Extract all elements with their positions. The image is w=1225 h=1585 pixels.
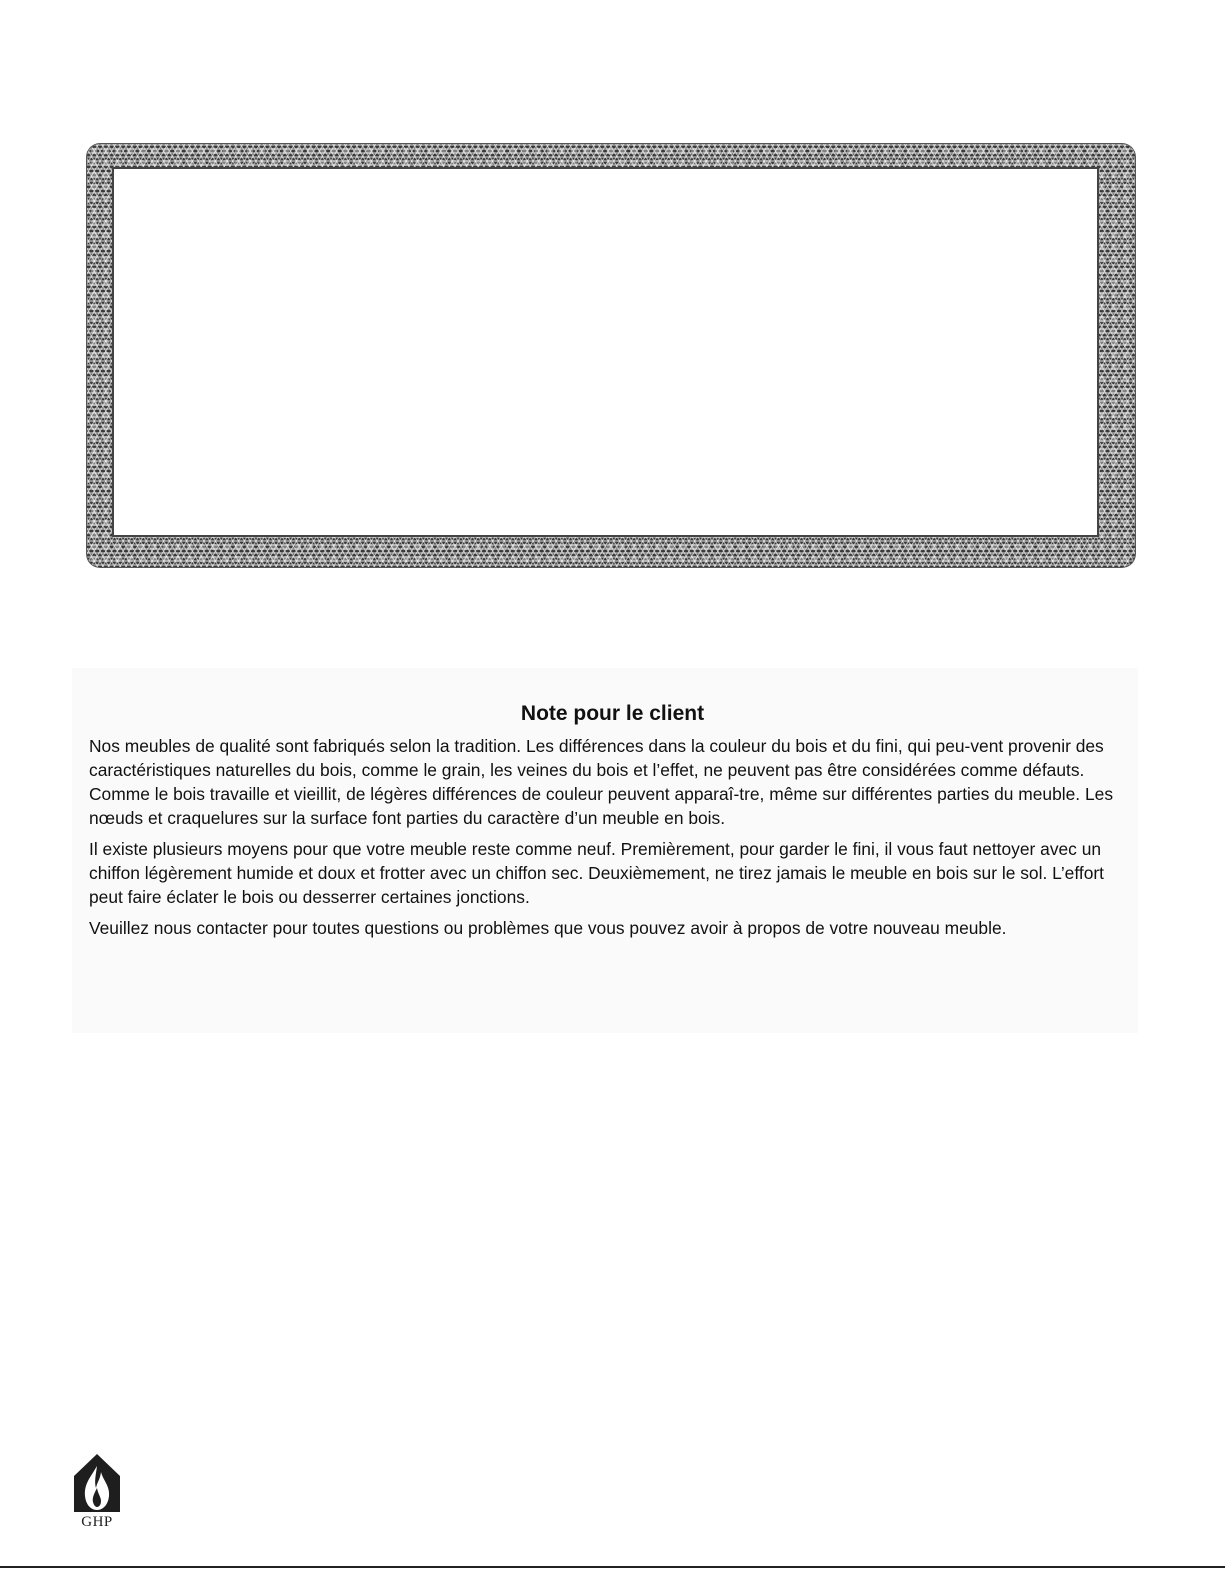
note-paragraph-3: Veuillez nous contacter pour toutes questions ou problèmes que vous pouvez avoir à propos de votre nouveau meuble.	[89, 918, 1007, 938]
note-title: Note pour le client	[520, 702, 705, 725]
note-paragraph-2: Il existe plusieurs moyens pour que votre meuble reste comme neuf. Premièrement, pour garder le fini, il vous faut nettoyer avec un chiffon légèrement humide et doux et frotter avec un chiffon sec. Deuxièmement, ne tirez jamais le meuble en bois sur le sol. L’effort peut faire éclater le bois ou desserrer certaines jonctions.	[89, 839, 1104, 907]
note-paragraph-1: Nos meubles de qualité sont fabriqués selon la tradition. Les différences dans la couleur du bois et du fini, qui peu-vent provenir des caractéristiques naturelles du bois, comme le grain, les veines du bois et l’effet, ne peuvent pas être considérées comme défauts. Comme le bois travaille et vieillit, de légères différences de couleur peuvent apparaî-tre, même sur différentes parties du meuble. Les nœuds et craquelures sur la surface font parties du caractère d’un meuble en bois.	[89, 736, 1114, 828]
flame-house-icon	[72, 1452, 122, 1514]
ghp-logo	[72, 1452, 122, 1534]
note-body	[89, 734, 1134, 947]
bottom-rule	[0, 1566, 1225, 1568]
certificate-area	[112, 167, 1099, 537]
logo-text: GHP	[81, 1514, 113, 1530]
